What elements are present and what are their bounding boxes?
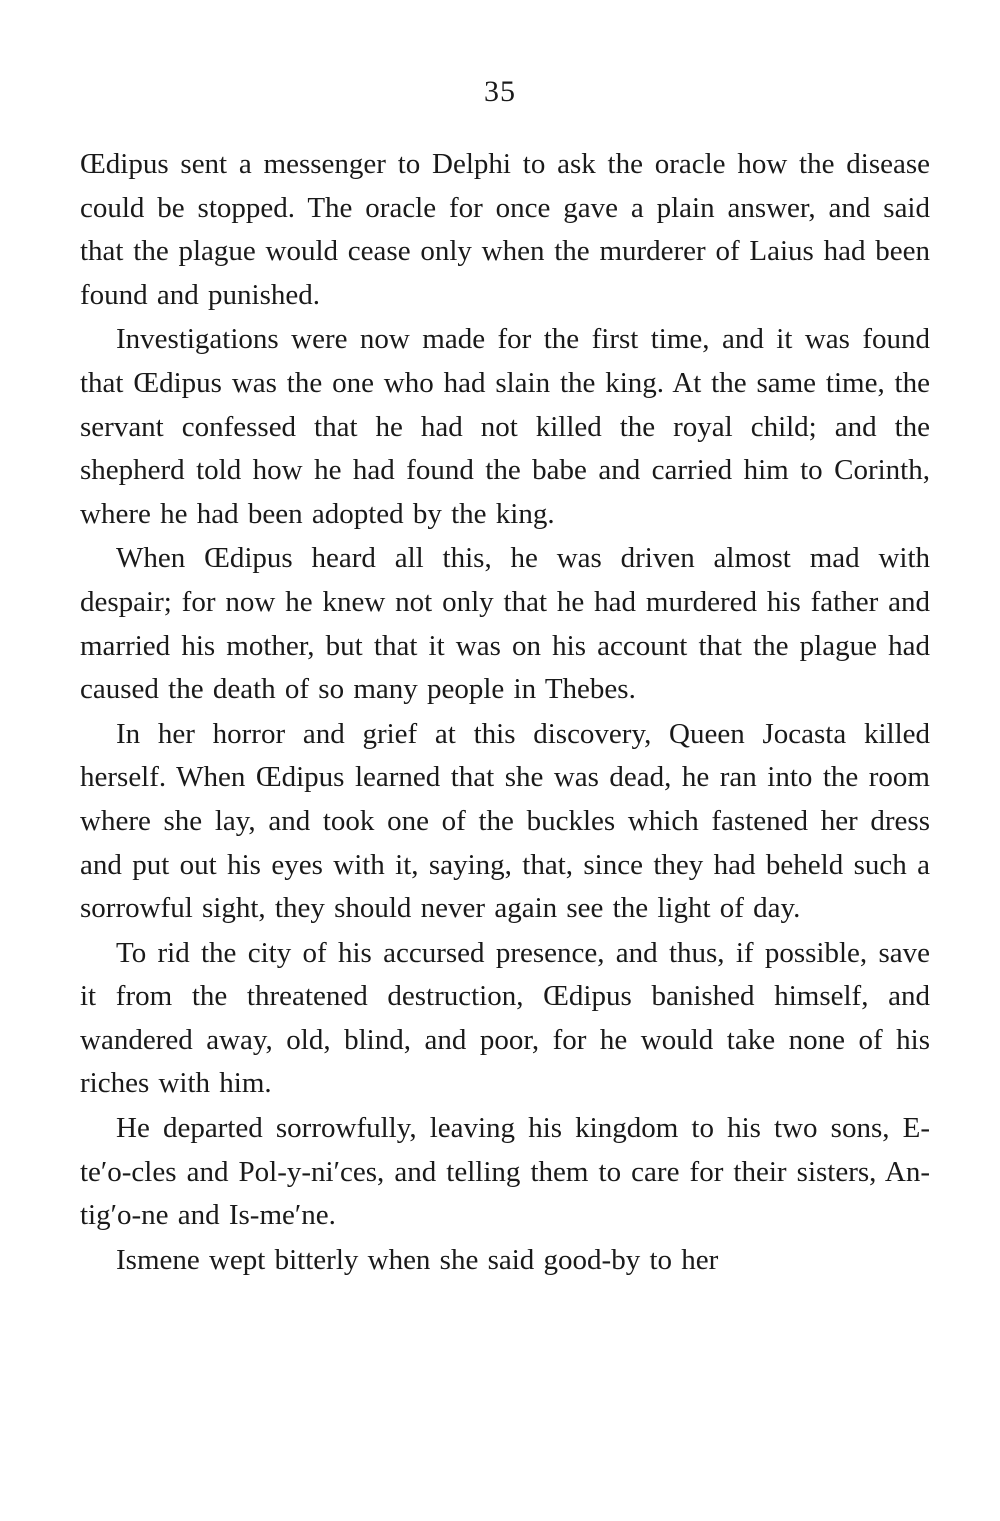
paragraph-jocasta: In her horror and grief at this discovery, Queen Jocasta killed herself. When Œdipus learned that she was dead, he ran into the room where she lay, and took one of the buckles which fastened her dress and put out his eyes with it, saying, that, since they had beheld such a sorrowful sight, they should never again see the light of day. [80,717,930,925]
paragraph-departure: He departed sorrowfully, leaving his kingdom to his two sons, E-te′o-cles and Pol-y-ni′ces, and telling them to care for their sisters, An-tig′o-ne and Is-me′ne. [80,1112,930,1232]
paragraph-despair: When Œdipus heard all this, he was driven almost mad with despair; for now he knew not only that he had murdered his father and married his mother, but that it was on his account that the plague had caused the death of so many people in Thebes. [80,542,930,706]
paragraph-investigations: Investigations were now made for the first time, and it was found that Œdipus was the one who had slain the king. At the same time, the servant confessed that he had not killed the royal child; and the shepherd told how he had found the babe and carried him to Corinth, where he had been adopted by the king. [80,323,930,530]
page-text [80,143,930,1283]
paragraph-banishment: To rid the city of his accursed presence, and thus, if possible, save it from the threatened destruction, Œdipus banished himself, and wandered away, old, blind, and poor, for he would take none of his riches with him. [80,936,930,1100]
page-number: 35 [484,75,516,108]
paragraph-ismene: Ismene wept bitterly when she said good-by to her [116,1243,719,1276]
paragraph-oracle: Œdipus sent a messenger to Delphi to ask the oracle how the disease could be stopped. The oracle for once gave a plain answer, and said that the plague would cease only when the murderer of Laius had been found and punished. [80,148,930,311]
